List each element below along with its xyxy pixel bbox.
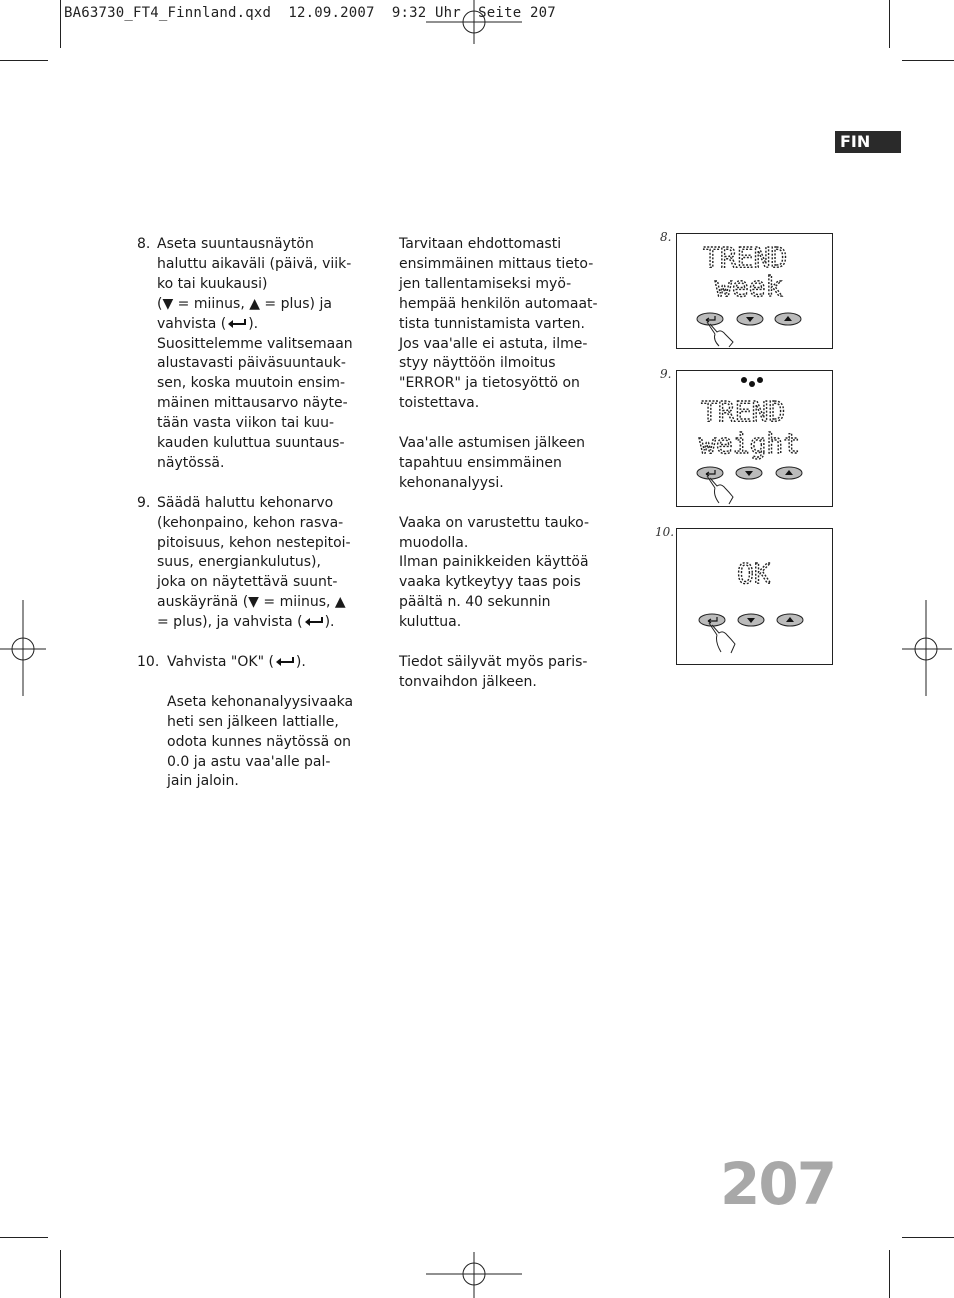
crop-mark — [902, 60, 954, 61]
enter-button-icon — [697, 467, 723, 479]
text-line: (kehonpaino, kehon rasva- — [157, 514, 344, 531]
figure-label-9: 9. — [660, 367, 672, 381]
text-line: "ERROR" ja tietosyöttö on — [399, 375, 580, 392]
text-line: näytössä. — [157, 454, 225, 471]
crop-mark — [889, 0, 890, 48]
display-figure-10 — [677, 529, 832, 664]
crop-mark — [60, 1250, 61, 1298]
text-line: haluttu aikaväli (päivä, viik- — [157, 255, 352, 272]
up-arrow-button-icon — [776, 467, 802, 479]
lcd-text-line1: TREND — [703, 241, 788, 274]
text-line: Ilman painikkeiden käyttöä — [399, 554, 589, 571]
enter-key-icon — [303, 616, 325, 628]
lcd-text-line2: week — [715, 270, 783, 303]
text-line: tonvaihdon jälkeen. — [399, 673, 537, 690]
text-line: hempää henkilön automaat- — [399, 295, 598, 312]
text-line: (▼ = miinus, ▲ = plus) ja — [157, 295, 332, 312]
text-line: jen tallentamiseksi myö- — [399, 275, 572, 292]
display-figure-8 — [677, 234, 832, 348]
crop-mark — [889, 1250, 890, 1298]
registration-mark-bottom — [426, 1252, 524, 1298]
crop-mark — [60, 0, 61, 48]
text-line: kuluttua. — [399, 614, 462, 631]
paragraph — [399, 434, 609, 494]
figure-label-10: 10. — [655, 525, 675, 539]
up-arrow-button-icon — [777, 614, 803, 626]
pointing-hand-icon — [709, 623, 735, 653]
item-number: 9. — [137, 494, 151, 511]
text-line: = plus), ja vahvista ( ). — [157, 614, 335, 631]
pointing-hand-icon — [707, 476, 733, 504]
crop-mark — [0, 1237, 48, 1238]
text-line: Säädä haluttu kehonarvo — [157, 494, 334, 511]
text-line: jain jaloin. — [167, 773, 239, 790]
instruction-item-10 — [137, 653, 367, 792]
lcd-text-line1: OK — [737, 557, 771, 590]
text-line: Tarvitaan ehdottomasti — [399, 236, 562, 252]
text-line: sen, koska muutoin ensim- — [157, 375, 346, 392]
left-column — [137, 235, 367, 792]
paragraph — [399, 235, 609, 414]
text-line: Vaaka on varustettu tauko- — [399, 514, 590, 531]
text-line: mäinen mittausarvo näyte- — [157, 395, 348, 412]
text-line: päältä n. 40 sekunnin — [399, 594, 551, 611]
scale-display-9 — [676, 370, 833, 507]
paragraph — [399, 514, 609, 633]
middle-column — [399, 235, 609, 693]
lcd-text-line2: weight — [699, 427, 801, 460]
item-number: 8. — [137, 236, 151, 252]
text-line: pitoisuus, kehon nestepitoi- — [157, 534, 351, 551]
down-arrow-button-icon — [738, 614, 764, 626]
figure-label-8: 8. — [660, 230, 672, 244]
down-arrow-button-icon — [737, 313, 763, 325]
text-line: joka on näytettävä suunt- — [157, 574, 338, 591]
text-line: Tiedot säilyvät myös paris- — [399, 653, 588, 670]
enter-key-icon — [226, 318, 248, 330]
scale-display-8 — [676, 233, 833, 349]
text-line: Aseta suuntausnäytön — [157, 236, 314, 252]
text-line: ensimmäinen mittaus tieto- — [399, 255, 594, 272]
text-line: auskäyränä (▼ = miinus, ▲ — [157, 594, 346, 611]
enter-key-icon — [274, 656, 296, 668]
text-line: Suosittelemme valitsemaan — [157, 335, 353, 352]
text-line: vahvista ( ). — [157, 315, 259, 332]
text-line: tista tunnistamista varten. — [399, 315, 585, 332]
registration-mark-right — [902, 600, 954, 698]
text-line: Vaa'alle astumisen jälkeen — [399, 435, 585, 452]
enter-button-icon — [699, 614, 725, 626]
down-arrow-button-icon — [736, 467, 762, 479]
text-line: odota kunnes näytössä on — [167, 733, 352, 750]
text-line: toistettava. — [399, 395, 480, 412]
person-icon — [741, 377, 763, 387]
crop-mark — [902, 1237, 954, 1238]
text-line: heti sen jälkeen lattialle, — [167, 713, 339, 730]
instruction-item-8 — [137, 235, 367, 474]
crop-mark — [0, 60, 48, 61]
text-line: Aseta kehonanalyysivaaka — [167, 693, 354, 710]
text-line: suus, energiankulutus), — [157, 554, 321, 571]
item-number: 10. — [137, 654, 160, 670]
instruction-item-9 — [137, 494, 367, 633]
scale-display-10 — [676, 528, 833, 665]
text-line: kauden kuluttua suuntaus- — [157, 435, 345, 452]
text-line: tään vasta viikon tai kuu- — [157, 415, 335, 432]
text-line: styy näyttöön ilmoitus — [399, 355, 556, 372]
text-line: vaaka kytkeytyy taas pois — [399, 574, 581, 591]
display-figure-9 — [677, 371, 832, 506]
text-line: Vahvista "OK" ( ). — [167, 654, 306, 670]
text-line: muodolla. — [399, 534, 469, 551]
text-line: tapahtuu ensimmäinen — [399, 454, 562, 471]
lcd-text-line1: TREND — [701, 395, 786, 428]
text-line: 0.0 ja astu vaa'alle pal- — [167, 753, 331, 770]
pointing-hand-icon — [707, 322, 733, 347]
text-line: ko tai kuukausi) — [157, 275, 268, 292]
text-line: kehonanalyysi. — [399, 474, 504, 491]
file-info-header: BA63730_FT4_Finnland.qxd 12.09.2007 9:32 Uhr Seite 207 — [64, 5, 556, 21]
text-line: Jos vaa'alle ei astuta, ilme- — [399, 335, 588, 352]
registration-mark-left — [0, 600, 48, 698]
paragraph — [399, 653, 609, 693]
enter-button-icon — [697, 313, 723, 325]
text-line: alustavasti päiväsuuntauk- — [157, 355, 346, 372]
page-number: 207 — [720, 1150, 836, 1218]
up-arrow-button-icon — [775, 313, 801, 325]
language-tab: FIN — [835, 131, 901, 153]
